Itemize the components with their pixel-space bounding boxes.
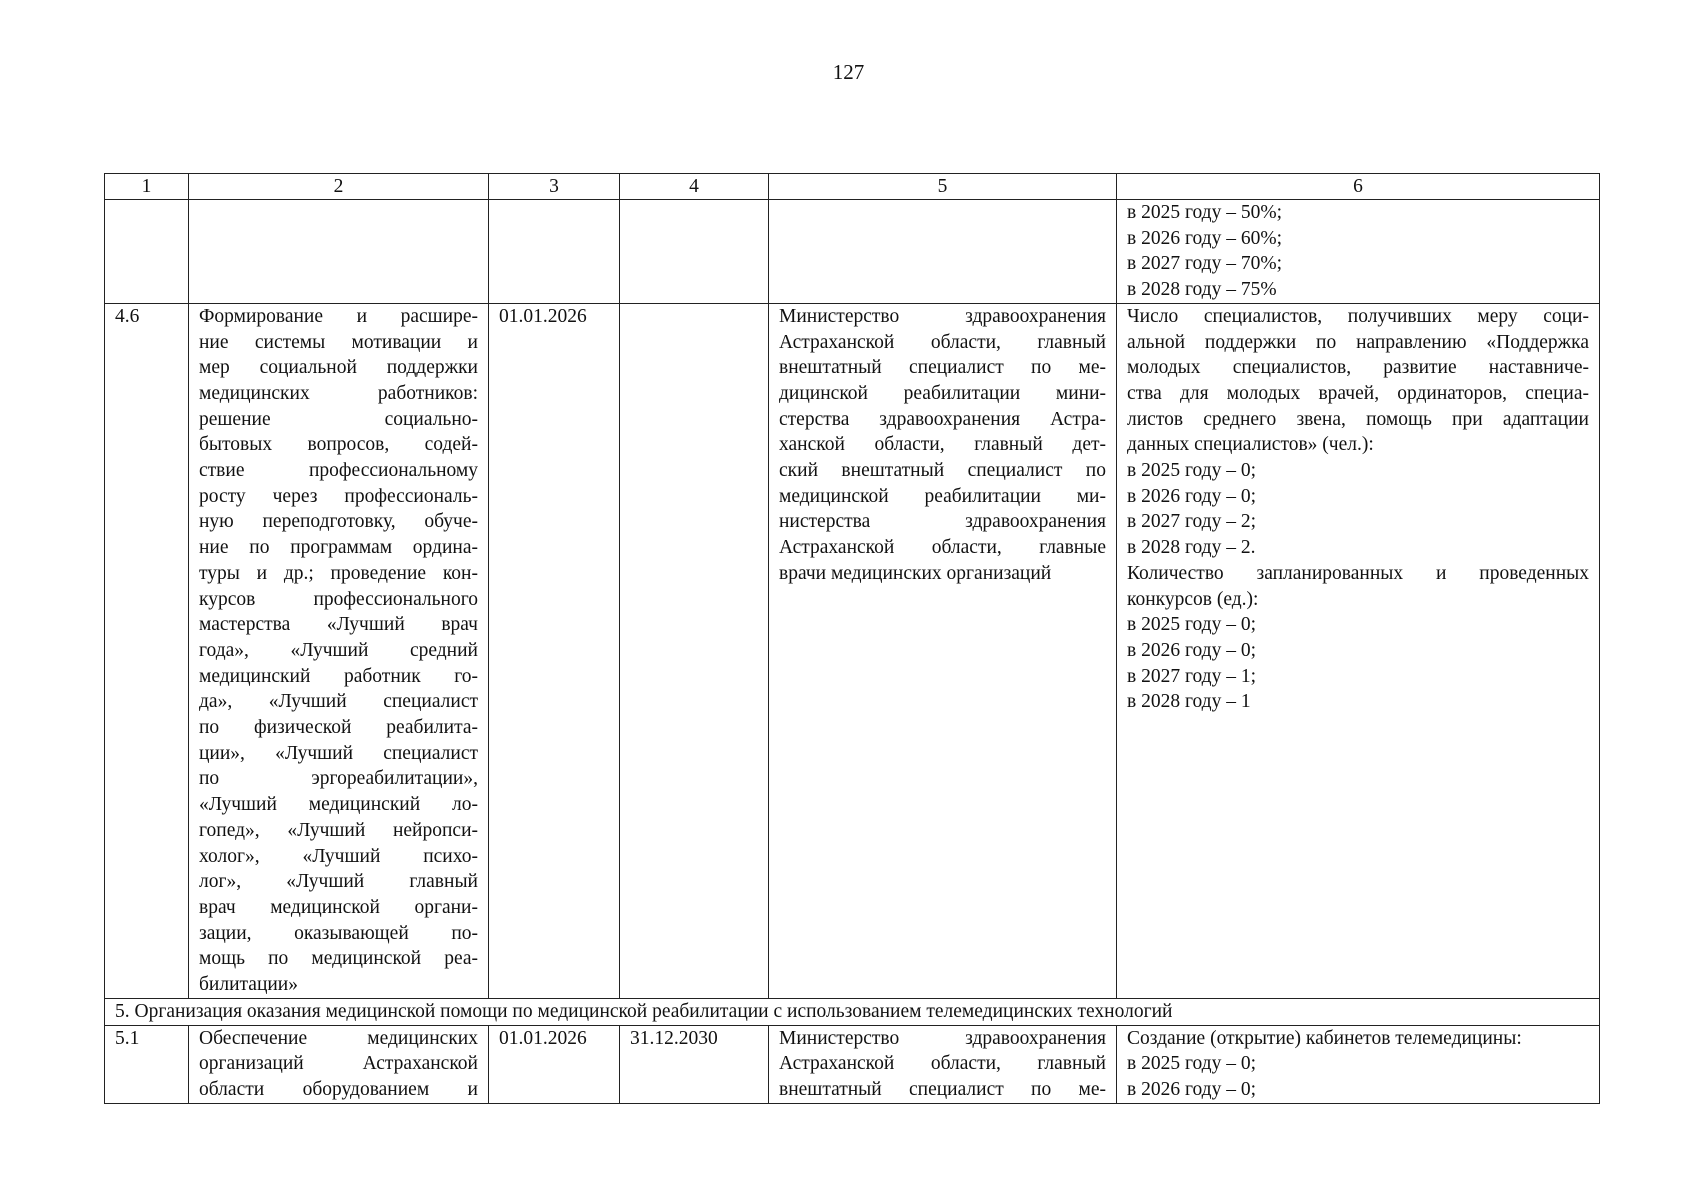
section-title: 5. Организация оказания медицинской помощи по медицинской реабилитации с использованием телемедицинских технологий xyxy=(105,998,1600,1025)
text-line: медицинской реабилитации ми- xyxy=(779,485,1106,507)
cell-empty xyxy=(489,200,620,304)
text-line: в 2027 году – 2; xyxy=(1127,511,1256,533)
text-line: медицинских работников: xyxy=(199,382,478,404)
text-line: Количество запланированных и проведенных xyxy=(1127,562,1589,584)
text-line: Астраханской области, главный xyxy=(779,331,1106,353)
text-line: в 2025 году – 0; xyxy=(1127,1053,1256,1075)
table-header-row xyxy=(105,174,1600,200)
text-line: Формирование и расшире- xyxy=(199,305,478,327)
text-line: Создание (открытие) кабинетов телемедицины: xyxy=(1127,1027,1522,1049)
text-line: Министерство здравоохранения xyxy=(779,1027,1106,1049)
cell-activity xyxy=(189,1025,489,1103)
text-line: зации, оказывающей по- xyxy=(199,922,478,944)
cell-empty xyxy=(189,200,489,304)
row-number: 5.1 xyxy=(105,1025,189,1103)
header-cell: 3 xyxy=(489,174,620,200)
cell-start-date: 01.01.2026 xyxy=(489,303,620,998)
text-line: в 2026 году – 60%; xyxy=(1127,227,1282,249)
text-line: Астраханской области, главные xyxy=(779,537,1106,559)
row-number: 4.6 xyxy=(105,303,189,998)
cell-start-date: 01.01.2026 xyxy=(489,1025,620,1103)
text-line: ханской области, главный дет- xyxy=(779,434,1106,456)
cell-responsible xyxy=(769,303,1117,998)
text-line: по эргореабилитации», xyxy=(199,768,478,790)
text-line: ную переподготовку, обуче- xyxy=(199,511,478,533)
text-line: в 2028 году – 2. xyxy=(1127,537,1256,559)
text-line: лог», «Лучший главный xyxy=(199,871,478,893)
text-line: решение социально- xyxy=(199,408,478,430)
text-line: ства для молодых врачей, ординаторов, специа- xyxy=(1127,382,1589,404)
text-line: росту через профессиональ- xyxy=(199,485,478,507)
text-line: в 2027 году – 1; xyxy=(1127,665,1256,687)
text-line: врач медицинской органи- xyxy=(199,896,478,918)
header-cell: 1 xyxy=(105,174,189,200)
cell-empty xyxy=(105,200,189,304)
text-line: области оборудованием и xyxy=(199,1078,478,1100)
text-line: в 2026 году – 0; xyxy=(1127,1078,1256,1100)
text-line: данных специалистов» (чел.): xyxy=(1127,434,1374,456)
page-number: 127 xyxy=(832,60,865,84)
cell-responsible xyxy=(769,1025,1117,1103)
table-row-4-6 xyxy=(105,303,1600,998)
table-row-continuation xyxy=(105,200,1600,304)
cell-indicators xyxy=(1117,1025,1600,1103)
text-line: в 2026 году – 0; xyxy=(1127,639,1256,661)
text-line: листов среднего звена, помощь при адаптации xyxy=(1127,408,1589,430)
cell-empty xyxy=(620,200,769,304)
text-line: дицинской реабилитации мини- xyxy=(779,382,1106,404)
text-line: в 2027 году – 70%; xyxy=(1127,253,1282,275)
text-line: билитации» xyxy=(199,974,298,996)
text-line: в 2028 году – 75% xyxy=(1127,279,1277,301)
text-line: мастерства «Лучший врач xyxy=(199,614,478,636)
text-line: «Лучший медицинский ло- xyxy=(199,794,478,816)
header-cell: 5 xyxy=(769,174,1117,200)
text-line: внештатный специалист по ме- xyxy=(779,357,1106,379)
text-line: конкурсов (ед.): xyxy=(1127,588,1259,610)
text-line: организаций Астраханской xyxy=(199,1053,478,1075)
plan-table xyxy=(104,173,1600,1104)
text-line: туры и др.; проведение кон- xyxy=(199,562,478,584)
text-line: ние по программам ордина- xyxy=(199,537,478,559)
cell-indicators xyxy=(1117,303,1600,998)
table-row-5-1 xyxy=(105,1025,1600,1103)
text-line: в 2025 году – 50%; xyxy=(1127,202,1282,223)
text-line: в 2026 году – 0; xyxy=(1127,485,1256,507)
text-line: молодых специалистов, развитие наставниче- xyxy=(1127,357,1589,379)
text-line: медицинский работник го- xyxy=(199,665,478,687)
text-line: Обеспечение медицинских xyxy=(199,1027,478,1049)
header-cell: 2 xyxy=(189,174,489,200)
text-line: ции», «Лучший специалист xyxy=(199,742,478,764)
text-line: в 2025 году – 0; xyxy=(1127,460,1256,482)
text-line: мер социальной поддержки xyxy=(199,357,478,379)
text-line: да», «Лучший специалист xyxy=(199,691,478,713)
text-line: гопед», «Лучший нейропси- xyxy=(199,819,478,841)
text-line: Министерство здравоохранения xyxy=(779,305,1106,327)
text-line: в 2025 году – 0; xyxy=(1127,614,1256,636)
text-line: нистерства здравоохранения xyxy=(779,511,1106,533)
header-cell: 6 xyxy=(1117,174,1600,200)
cell-end-date xyxy=(620,303,769,998)
text-line: бытовых вопросов, содей- xyxy=(199,434,478,456)
text-line: Астраханской области, главный xyxy=(779,1053,1106,1075)
text-line: курсов профессионального xyxy=(199,588,478,610)
cell-empty xyxy=(769,200,1117,304)
text-line: врачи медицинских организаций xyxy=(779,562,1052,584)
text-line: стерства здравоохранения Астра- xyxy=(779,408,1106,430)
cell-indicators xyxy=(1117,200,1600,304)
text-line: альной поддержки по направлению «Поддержка xyxy=(1127,331,1589,353)
text-line: холог», «Лучший психо- xyxy=(199,845,478,867)
cell-activity xyxy=(189,303,489,998)
section-row xyxy=(105,998,1600,1025)
text-line: по физической реабилита- xyxy=(199,717,478,739)
text-line: года», «Лучший средний xyxy=(199,639,478,661)
header-cell: 4 xyxy=(620,174,769,200)
text-line: мощь по медицинской реа- xyxy=(199,948,478,970)
text-line: внештатный специалист по ме- xyxy=(779,1078,1106,1100)
text-line: в 2028 году – 1 xyxy=(1127,691,1251,713)
text-line: ствие профессиональному xyxy=(199,460,478,482)
text-line: Число специалистов, получивших меру соци- xyxy=(1127,305,1589,327)
text-line: ние системы мотивации и xyxy=(199,331,478,353)
cell-end-date: 31.12.2030 xyxy=(620,1025,769,1103)
text-line: ский внештатный специалист по xyxy=(779,460,1106,482)
